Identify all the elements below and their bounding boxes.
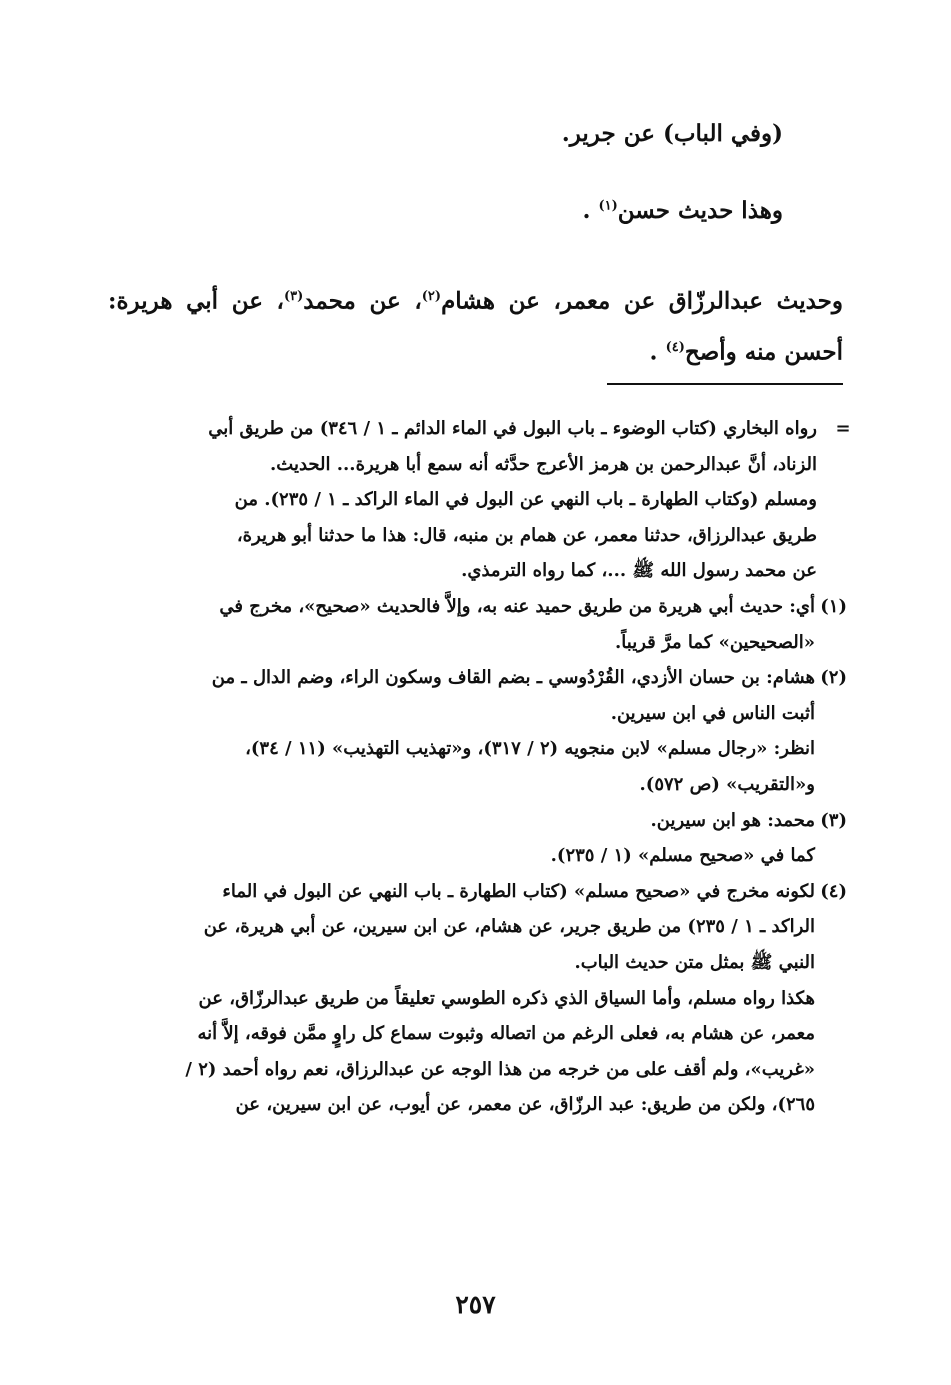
main-para-part-a: وحديث عبدالرزّاق عن معمر، عن هشام: [441, 287, 843, 315]
footnote-text: النبي ﷺ بمثل متن حديث الباب.: [574, 951, 815, 973]
footnote-line: [102, 482, 847, 518]
footnote-text: «غريب»، ولم أقف على من خرجه من هذا الوجه عن عبدالرزاق، نعم رواه أحمد (٢ /: [185, 1058, 815, 1080]
footnote-number-4: (٤): [820, 880, 847, 902]
footnote-line: [102, 1016, 847, 1052]
footnote-text: عن محمد رسول الله ﷺ ...، كما رواه الترمذي.: [461, 560, 817, 582]
main-line-2: [582, 197, 783, 224]
footnote-text: رواه البخاري (كتاب الوضوء ـ باب البول في الماء الدائم ـ ١ / ٣٤٦) من طريق أبي: [208, 418, 817, 439]
footnote-number-1: (١): [820, 595, 847, 617]
footnote-number-3: (٣): [820, 809, 847, 831]
footnote-text: الزناد، أنَّ عبدالرحمن بن هرمز الأعرج حدَّثه أنه سمع أبا هريرة... الحديث.: [270, 453, 817, 475]
footnote-1: [102, 589, 847, 625]
footnote-text: انظر: «رجال مسلم» لابن منجويه (٢ / ٣١٧)، و«تهذيب التهذيب» (١١ / ٣٤)،: [245, 738, 815, 760]
footnote-line: [102, 1052, 847, 1088]
footnote-line: [102, 625, 847, 661]
footnote-text: و«التقريب» (ص ٥٧٢).: [639, 773, 815, 795]
main-line-1: [562, 120, 783, 147]
footnote-ref-2: (٢): [421, 289, 442, 304]
footnote-4: [102, 874, 847, 910]
footnote-line: [102, 981, 847, 1017]
footnote-line: [102, 838, 847, 874]
footnote-text: كما في «صحيح مسلم» (١ / ٢٣٥).: [550, 845, 815, 867]
footnote-ref-3: (٣): [284, 289, 304, 304]
footnote-line: [102, 945, 847, 981]
main-para-part-c: ، عن أبي هريرة: أحسن منه وأصح: [108, 287, 843, 366]
footnote-text: طريق عبدالرزاق، حدثنا معمر، عن همام بن منبه، قال: هذا ما حدثنا أبو هريرة،: [236, 524, 817, 546]
footnote-line: [102, 731, 847, 767]
footnote-text: «الصحيحين» كما مرَّ قريباً.: [615, 631, 815, 653]
footnote-line: [102, 518, 847, 554]
main-para-part-b: ، عن محمد: [303, 287, 422, 315]
main-line-2-end: .: [582, 197, 591, 224]
footnote-text: معمر، عن هشام به، فعلى الرغم من اتصاله وثبوت سماع كل راوٍ ممَّن فوقه، إلاَّ أنه: [197, 1023, 815, 1045]
main-paragraph: [108, 274, 843, 375]
footnote-line: [102, 1087, 847, 1123]
footnote-text: أي: حديث أبي هريرة من طريق حميد عنه به، وإلاَّ فالحديث «صحيح»، مخرج في: [219, 595, 815, 617]
footnote-2: [102, 660, 847, 696]
footnote-text: ومسلم (وكتاب الطهارة ـ باب النهي عن البول في الماء الراكد ـ ١ / ٢٣٥). من: [234, 489, 817, 511]
footnote-divider: [607, 383, 843, 385]
footnote-text: أثبت الناس في ابن سيرين.: [610, 702, 815, 724]
main-para-part-d: .: [649, 338, 658, 366]
page-number: ٢٥٧: [455, 1290, 496, 1319]
footnote-line: [102, 767, 847, 803]
footnote-line: [102, 411, 851, 447]
main-line-1-text: (وفي الباب) عن جرير.: [561, 120, 783, 147]
footnote-line: [102, 553, 847, 589]
footnote-3: [102, 803, 847, 839]
footnote-line: [102, 909, 847, 945]
footnote-number-2: (٢): [820, 667, 847, 689]
footnote-text: هشام: بن حسان الأزدي، القُرْدُوسي ـ بضم القاف وسكون الراء، وضم الدال ـ من: [211, 667, 815, 689]
footnote-text: هكذا رواه مسلم، وأما السياق الذي ذكره الطوسي تعليقاً من طريق عبدالرزّاق، عن: [198, 987, 815, 1009]
footnote-text: ٢٦٥)، ولكن من طريق: عبد الرزّاق، عن معمر، عن أيوب، عن ابن سيرين، عن: [235, 1094, 815, 1116]
footnote-text: محمد: هو ابن سيرين.: [650, 809, 815, 831]
footnote-line: [102, 447, 847, 483]
footnote-ref-4: (٤): [665, 339, 685, 355]
footnotes-block: [102, 411, 851, 1123]
footnote-text: لكونه مخرج في «صحيح مسلم» (كتاب الطهارة ـ باب النهي عن البول في الماء: [222, 880, 815, 902]
footnote-line: [102, 696, 847, 732]
main-line-2-text: وهذا حديث حسن: [617, 197, 783, 224]
footnote-ref-1: (١): [598, 198, 618, 214]
continuation-marker: =: [835, 418, 851, 439]
footnote-text: الراكد ـ ١ / ٢٣٥) من طريق جرير، عن هشام، عن ابن سيرين، عن أبي هريرة، عن: [203, 916, 815, 938]
